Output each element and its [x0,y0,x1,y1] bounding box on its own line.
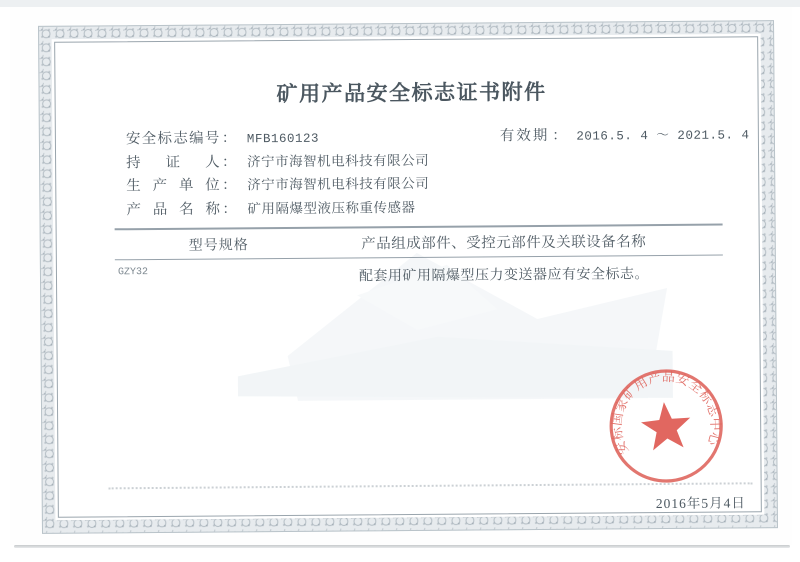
table-row [115,256,723,288]
validity-colon: ： [552,128,567,144]
table-header-components: 产品组成部件、受控元部件及关联设备名称 [361,234,647,253]
validity-label: 有效期 [499,127,550,145]
certificate-title: 矿用产品安全标志证书附件 [276,79,547,107]
field-label: 生 产 单 位 [126,177,221,195]
seal-text: 安标国家矿用产品安全标志中心 [608,368,724,458]
guilloche-border-frame [38,20,778,534]
field-value-certificate-holder: 济宁市海智机电科技有限公司 [247,152,430,169]
certificate-page [10,7,792,545]
certificate-content [55,37,761,516]
field-colon: ： [222,178,237,194]
field-row-product-name [126,195,429,218]
table-cell-note: 配套用矿用隔爆型压力变送器应有安全标志。 [358,267,650,285]
field-list [126,125,430,221]
field-value-product-name: 矿用隔爆型液压称重传感器 [247,199,416,216]
validity-value: 2016.5. 4 ～ 2021.5. 4 [576,128,750,144]
page-bottom-shadow [14,545,790,548]
field-value-safety-mark-number: MFB160123 [246,131,319,147]
field-row-manufacturer [126,172,430,195]
official-seal-stamp [599,358,734,493]
inner-border [54,36,762,518]
field-row-safety-mark-number [125,125,429,148]
validity-period [500,122,750,145]
scan-edge-band [0,0,800,7]
component-table [115,224,723,288]
field-colon: ： [222,201,237,217]
issue-date: 2016年5月4日 [655,495,746,512]
field-row-certificate-holder [126,148,430,171]
field-value-manufacturer: 济宁市海智机电科技有限公司 [247,175,430,193]
field-label: 产 品 名 称 [126,200,221,218]
field-colon: ： [222,154,237,170]
table-header-model: 型号规格 [188,237,249,254]
field-colon: ： [221,131,236,147]
table-cell-model: GZY32 [117,267,149,279]
field-label: 安 全 标 志 编 号 [125,130,220,148]
table-header-row [115,226,723,261]
field-label: 持 证 人 [126,153,221,171]
seal-star-icon [639,400,693,451]
